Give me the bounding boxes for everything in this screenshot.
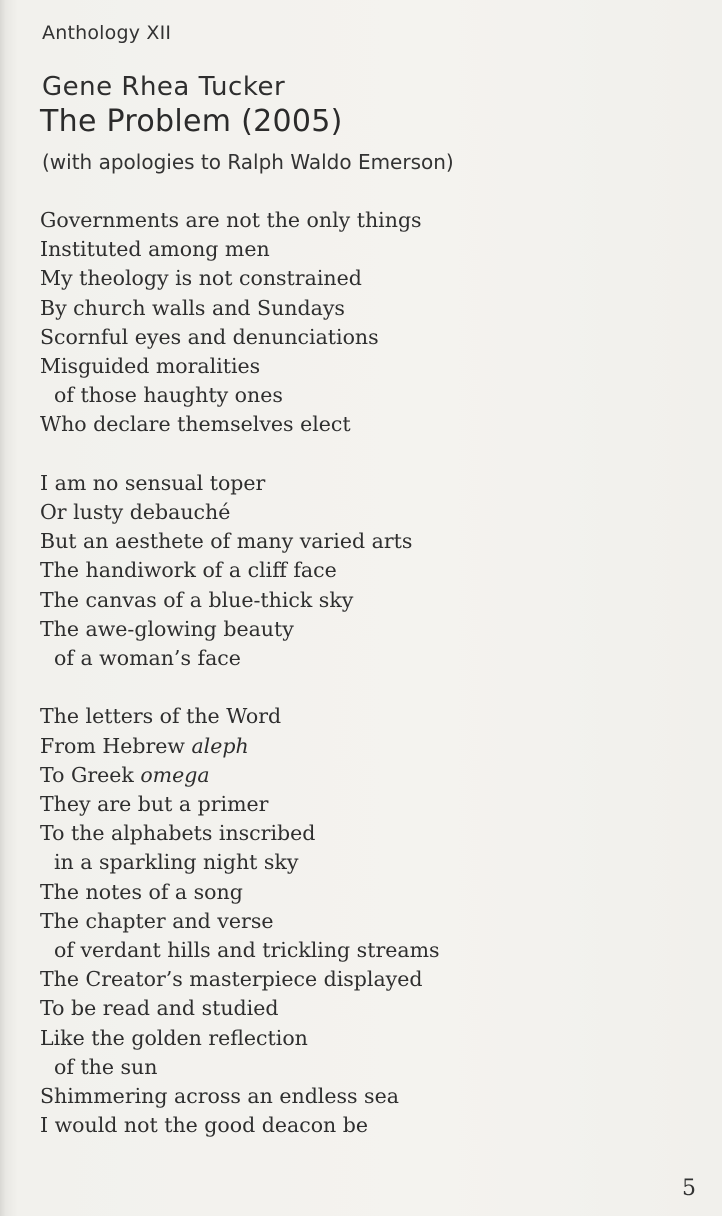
page-number: 5	[682, 1176, 696, 1201]
poem-line: Governments are not the only things	[40, 208, 422, 232]
running-head: Anthology XII	[42, 22, 172, 44]
poem-line: But an aesthete of many varied arts	[40, 529, 413, 554]
poem-italic-word: omega	[140, 762, 210, 787]
poem-stanza	[40, 702, 440, 1140]
poem-line: The notes of a song	[40, 879, 243, 904]
poem-author: Gene Rhea Tucker	[42, 72, 286, 102]
poem-stanza	[40, 206, 440, 440]
poem-line: The Creator’s masterpiece displayed	[40, 967, 423, 992]
poem-line: To be read and studied	[40, 996, 279, 1021]
poem-italic-word: aleph	[191, 733, 249, 758]
poem-line: To Greek omega	[40, 762, 210, 787]
poem-line: The handiwork of a cliff face	[40, 558, 337, 583]
poem-line: Who declare themselves elect	[40, 412, 351, 437]
poem-line: My theology is not constrained	[40, 266, 362, 291]
poem-line: Scornful eyes and denunciations	[40, 324, 379, 349]
poem-line: The chapter and verse	[40, 908, 274, 933]
poem-line: of verdant hills and trickling streams	[54, 938, 440, 963]
poem-line: Or lusty debauché	[40, 500, 231, 525]
poem-line: They are but a primer	[40, 792, 269, 817]
poem-line: The letters of the Word	[40, 704, 282, 729]
poem-line: in a sparkling night sky	[54, 850, 299, 875]
poem-line: The canvas of a blue-thick sky	[40, 587, 354, 612]
poem-line: From Hebrew aleph	[40, 733, 249, 758]
poem-stanza	[40, 469, 440, 673]
poem-line: Shimmering across an endless sea	[40, 1084, 399, 1109]
poem-line: Misguided moralities	[40, 354, 261, 379]
poem-line: By church walls and Sundays	[40, 295, 345, 320]
poem-line: of the sun	[54, 1054, 158, 1079]
poem-body	[40, 206, 440, 1170]
poem-line: I am no sensual toper	[40, 470, 266, 495]
poem-line: I would not the good deacon be	[40, 1113, 369, 1138]
poem-line: of those haughty ones	[54, 383, 283, 408]
poem-line: Like the golden reflection	[40, 1025, 308, 1050]
poem-subtitle: (with apologies to Ralph Waldo Emerson)	[42, 150, 454, 174]
poem-line: Instituted among men	[40, 237, 270, 262]
poem-line: of a woman’s face	[54, 646, 241, 671]
poem-title: The Problem (2005)	[40, 104, 343, 139]
poem-line: To the alphabets inscribed	[40, 821, 316, 846]
poem-line: The awe-glowing beauty	[40, 616, 294, 641]
